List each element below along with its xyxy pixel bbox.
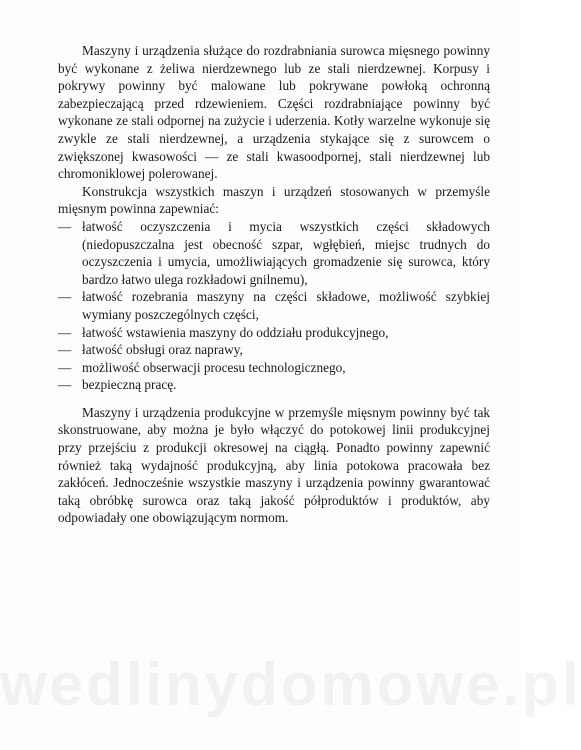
- list-item-text: bezpieczną pracę.: [82, 377, 177, 393]
- requirements-list: [58, 218, 490, 394]
- paragraph-production-line: Maszyny i urządzenia produkcyjne w przemyśle mięsnym powinny być tak skonstruowane, aby można je było włączyć do potokowej linii produkcyjnej przy przejściu z produkcji okresowej na ciągłą. Ponadto powinny zapewnić również taką wydajność produkcyjną, aby linia potokowa pracowała bez zakłóceń. Jednocześnie wszystkie maszyny i urządzenia powinny gwarantować taką obróbkę surowca oraz taką jakość półproduktów i produktów, aby odpowiadały one obowiązującym normom.: [58, 404, 490, 526]
- list-item-text: łatwość wstawienia maszyny do oddziału produkcyjnego,: [82, 324, 389, 340]
- list-item: [58, 359, 490, 377]
- list-item-text: łatwość obsługi oraz naprawy,: [82, 342, 243, 358]
- list-item: [58, 218, 490, 288]
- list-item-text: łatwość rozebrania maszyny na części składowe, możliwość szybkiej wymiany poszczególnych części,: [82, 289, 490, 322]
- dash-bullet: —: [58, 342, 72, 358]
- list-item: [58, 324, 490, 342]
- paragraph-materials: Maszyny i urządzenia służące do rozdrabniania surowca mięsnego powinny być wykonane z żeliwa nierdzewnego lub ze stali nierdzewnej. Korpusy i pokrywy powinny być malowane lub pokrywane powłoką ochronną zabezpieczającą przed rdzewieniem. Części rozdrabniające powinny być wykonane ze stali odpornej na zużycie i uderzenia. Kotły warzelne wykonuje się zwykle ze stali nierdzewnej, a urządzenia stykające się z surowcem o zwiększonej kwasowości — ze stali kwasoodpornej, stali nierdzewnej lub chromoniklowej polerowanej.: [58, 43, 490, 182]
- dash-bullet: —: [58, 324, 72, 340]
- list-item-text: łatwość oczyszczenia i mycia wszystkich części składowych (niedopuszczalna jest obecność szpar, wgłębień, miejsc trudnych do oczyszczenia i umycia, umożliwiających gromadzenie się surowca, który bardzo łatwo ulega rozkładowi gnilnemu),: [82, 218, 490, 287]
- list-item-text: możliwość obserwacji procesu technologicznego,: [82, 359, 346, 375]
- dash-bullet: —: [58, 377, 72, 393]
- list-item: [58, 288, 490, 323]
- dash-bullet: —: [58, 359, 72, 375]
- watermark: wedlinydomowe.pl: [0, 651, 581, 718]
- list-item: [58, 341, 490, 359]
- paragraph-construction-intro: Konstrukcja wszystkich maszyn i urządzeń stosowanych w przemyśle mięsnym powinna zapewniać:: [58, 183, 490, 217]
- dash-bullet: —: [58, 218, 72, 234]
- list-item: [58, 376, 490, 394]
- dash-bullet: —: [58, 289, 72, 305]
- body-text: [58, 42, 490, 527]
